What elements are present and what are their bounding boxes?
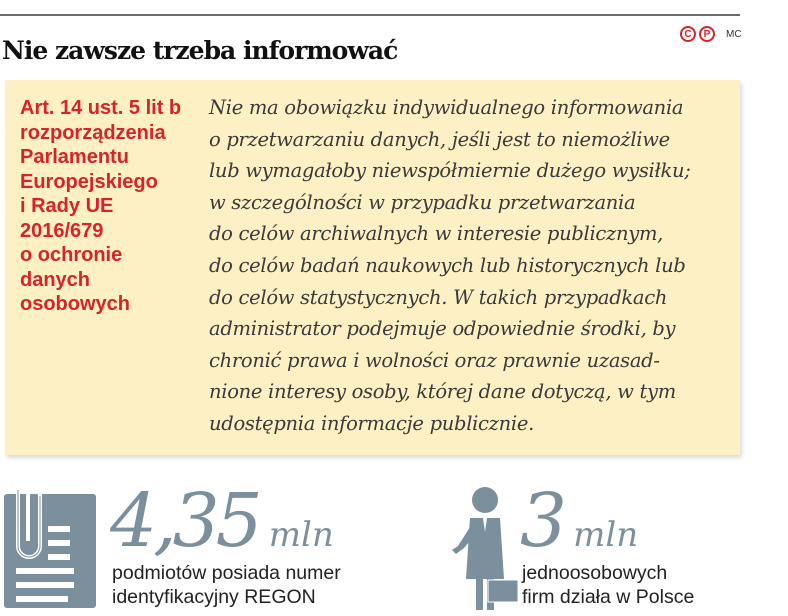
law-reference-line: danych	[20, 268, 91, 291]
quote-line: lub wymagałoby niewspółmiernie dużego wysiłku;	[209, 159, 691, 183]
quote-line: Nie ma obowiązku indywidualnego informowania	[209, 96, 684, 119]
stat-value: 3	[520, 478, 564, 564]
caption-line: podmiotów posiada numer	[112, 562, 341, 584]
law-reference	[20, 96, 200, 317]
quote-line: do celów archiwalnych w interesie publicznym,	[209, 222, 664, 246]
caption-line: jednoosobowych	[522, 562, 668, 584]
page-title: Nie zawsze trzeba informować	[2, 36, 398, 65]
stat-caption	[522, 561, 694, 609]
quote-line: do celów badań naukowych lub historycznych lub	[209, 253, 686, 277]
stat-value: 4,35	[110, 478, 259, 564]
caption-line: identyfikacyjny REGON	[112, 586, 316, 608]
author: MC	[726, 28, 742, 40]
document-clip-icon	[4, 486, 96, 610]
law-reference-line: rozporządzenia	[20, 121, 166, 144]
quote-line: udostępnia informacje publicznie.	[209, 411, 534, 435]
caption-line: firm działa w Polsce	[522, 586, 695, 608]
top-rule	[0, 14, 740, 16]
law-reference-line: Parlamentu	[20, 146, 129, 168]
law-reference-line: osobowych	[20, 293, 131, 315]
businessman-icon	[450, 484, 520, 612]
quote-line: w szczególności w przypadku przetwarzania	[209, 190, 636, 214]
law-reference-line: 2016/679	[20, 219, 104, 242]
quote-line: administrator podejmuje odpowiednie środki, by	[209, 317, 676, 341]
copyright-icon: C	[680, 26, 696, 42]
law-quote	[209, 92, 739, 440]
stat-regon	[110, 478, 334, 564]
law-reference-line: Art. 14 ust. 5 lit b	[20, 97, 182, 119]
stat-unit: mln	[268, 515, 334, 555]
quote-line: chronić prawa i wolności oraz prawnie uzasad-	[209, 348, 660, 372]
stat-unit: mln	[573, 515, 639, 555]
law-reference-line: o ochronie	[20, 244, 123, 266]
quote-line: nione interesy osoby, której dane dotyczą, w tym	[209, 380, 676, 404]
quote-line: o przetwarzaniu danych, jeśli jest to niemożliwe	[209, 127, 670, 151]
quote-line: do celów statystycznych. W takich przypadkach	[209, 285, 668, 309]
copyright-marks	[680, 26, 742, 42]
stat-caption	[112, 561, 341, 609]
phonogram-icon: P	[699, 26, 715, 42]
stat-sole-proprietorships	[520, 478, 639, 564]
law-reference-line: Europejskiego	[20, 170, 158, 193]
law-reference-line: i Rady UE	[20, 195, 114, 217]
